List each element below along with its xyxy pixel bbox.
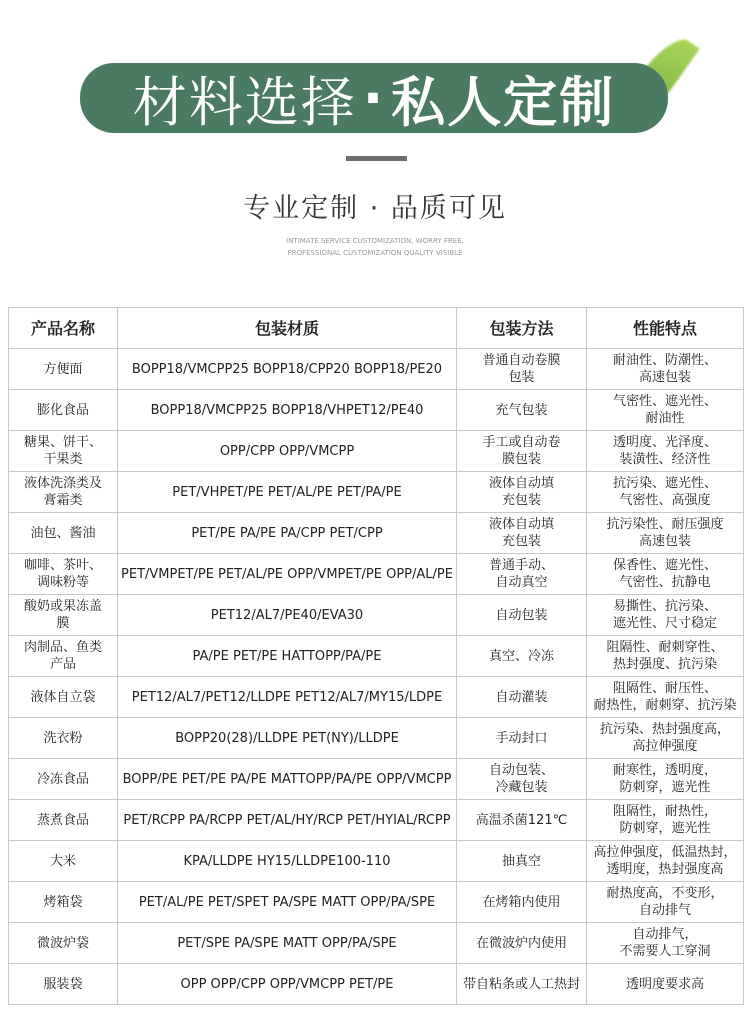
method-cell: 液体自动填 充包装 [457, 513, 587, 554]
materials-table [8, 307, 744, 1005]
divider-bar [346, 156, 407, 161]
table-row [9, 677, 744, 718]
table-row [9, 472, 744, 513]
feature-cell: 自动排气， 不需要人工穿洞 [587, 923, 744, 964]
product-name-cell: 洗衣粉 [9, 718, 118, 759]
material-cell: BOPP/PE PET/PE PA/PE MATTOPP/PA/PE OPP/VMCPP [118, 759, 457, 800]
table-row [9, 431, 744, 472]
method-cell: 带自粘条或人工热封 [457, 964, 587, 1005]
material-cell: OPP/CPP OPP/VMCPP [118, 431, 457, 472]
feature-cell: 透明度要求高 [587, 964, 744, 1005]
feature-cell: 透明度、光泽度、 装潢性、经济性 [587, 431, 744, 472]
feature-cell: 易撕性、抗污染、 遮光性、尺寸稳定 [587, 595, 744, 636]
table-row [9, 759, 744, 800]
table-row [9, 882, 744, 923]
method-cell: 抽真空 [457, 841, 587, 882]
method-cell: 高温杀菌121℃ [457, 800, 587, 841]
table-row [9, 390, 744, 431]
product-name-cell: 咖啡、茶叶、 调味粉等 [9, 554, 118, 595]
feature-cell: 抗污染、遮光性、 气密性、高强度 [587, 472, 744, 513]
material-cell: PET/RCPP PA/RCPP PET/AL/HY/RCP PET/HYIAL/RCPP [118, 800, 457, 841]
feature-cell: 抗污染、热封强度高， 高拉伸强度 [587, 718, 744, 759]
column-header: 包装材质 [118, 308, 457, 349]
table-row [9, 800, 744, 841]
banner-dot: · [362, 66, 386, 130]
column-header: 产品名称 [9, 308, 118, 349]
feature-cell: 耐油性、防潮性、 高速包装 [587, 349, 744, 390]
product-name-cell: 服装袋 [9, 964, 118, 1005]
product-name-cell: 方便面 [9, 349, 118, 390]
product-name-cell: 液体洗涤类及 膏霜类 [9, 472, 118, 513]
feature-cell: 气密性、遮光性、 耐油性 [587, 390, 744, 431]
material-cell: PET/SPE PA/SPE MATT OPP/PA/SPE [118, 923, 457, 964]
table-header-row [9, 308, 744, 349]
material-cell: OPP OPP/CPP OPP/VMCPP PET/PE [118, 964, 457, 1005]
table-row [9, 718, 744, 759]
material-cell: BOPP18/VMCPP25 BOPP18/VHPET12/PE40 [118, 390, 457, 431]
material-cell: PA/PE PET/PE HATTOPP/PA/PE [118, 636, 457, 677]
method-cell: 在微波炉内使用 [457, 923, 587, 964]
table-row [9, 349, 744, 390]
product-name-cell: 微波炉袋 [9, 923, 118, 964]
feature-cell: 阻隔性，耐热性， 防刺穿，遮光性 [587, 800, 744, 841]
method-cell: 普通手动、 自动真空 [457, 554, 587, 595]
table-row [9, 554, 744, 595]
product-name-cell: 大米 [9, 841, 118, 882]
feature-cell: 阻隔性、耐压性、 耐热性，耐刺穿、抗污染 [587, 677, 744, 718]
product-name-cell: 液体自立袋 [9, 677, 118, 718]
table-row [9, 841, 744, 882]
material-cell: BOPP20(28)/LLDPE PET(NY)/LLDPE [118, 718, 457, 759]
table-row [9, 595, 744, 636]
banner-title-part1: 材料选择 [132, 70, 357, 134]
column-header: 性能特点 [587, 308, 744, 349]
column-header: 包装方法 [457, 308, 587, 349]
material-cell: KPA/LLDPE HY15/LLDPE100-110 [118, 841, 457, 882]
feature-cell: 耐热度高，不变形， 自动排气 [587, 882, 744, 923]
product-name-cell: 肉制品、鱼类 产品 [9, 636, 118, 677]
method-cell: 自动包装 [457, 595, 587, 636]
table-row [9, 923, 744, 964]
material-cell: BOPP18/VMCPP25 BOPP18/CPP20 BOPP18/PE20 [118, 349, 457, 390]
method-cell: 液体自动填 充包装 [457, 472, 587, 513]
english-line-1: INTIMATE SERVICE CUSTOMIZATION, WORRY FREE, [286, 237, 464, 245]
product-name-cell: 冷冻食品 [9, 759, 118, 800]
product-name-cell: 蒸煮食品 [9, 800, 118, 841]
product-name-cell: 油包、酱油 [9, 513, 118, 554]
method-cell: 手动封口 [457, 718, 587, 759]
method-cell: 真空、冷冻 [457, 636, 587, 677]
material-cell: PET/VMPET/PE PET/AL/PE OPP/VMPET/PE OPP/AL/PE [118, 554, 457, 595]
method-cell: 手工或自动卷 膜包装 [457, 431, 587, 472]
product-name-cell: 烤箱袋 [9, 882, 118, 923]
material-cell: PET/AL/PE PET/SPET PA/SPE MATT OPP/PA/SPE [118, 882, 457, 923]
material-cell: PET12/AL7/PET12/LLDPE PET12/AL7/MY15/LDPE [118, 677, 457, 718]
method-cell: 普通自动卷膜 包装 [457, 349, 587, 390]
table-row [9, 636, 744, 677]
feature-cell: 保香性、遮光性、 气密性、抗静电 [587, 554, 744, 595]
product-name-cell: 膨化食品 [9, 390, 118, 431]
feature-cell: 耐寒性，透明度， 防刺穿，遮光性 [587, 759, 744, 800]
table-row [9, 964, 744, 1005]
material-cell: PET12/AL7/PE40/EVA30 [118, 595, 457, 636]
table-row [9, 513, 744, 554]
method-cell: 自动灌装 [457, 677, 587, 718]
feature-cell: 高拉伸强度，低温热封， 透明度，热封强度高 [587, 841, 744, 882]
feature-cell: 抗污染性、耐压强度 高速包装 [587, 513, 744, 554]
material-cell: PET/PE PA/PE PA/CPP PET/CPP [118, 513, 457, 554]
feature-cell: 阻隔性、耐刺穿性、 热封强度、抗污染 [587, 636, 744, 677]
method-cell: 充气包装 [457, 390, 587, 431]
product-name-cell: 糖果、饼干、 干果类 [9, 431, 118, 472]
subtitle: 专业定制 · 品质可见 [243, 193, 507, 224]
method-cell: 自动包装、 冷藏包装 [457, 759, 587, 800]
title-banner [80, 63, 668, 133]
banner-title-part2: 私人定制 [391, 70, 616, 134]
method-cell: 在烤箱内使用 [457, 882, 587, 923]
material-cell: PET/VHPET/PE PET/AL/PE PET/PA/PE [118, 472, 457, 513]
english-line-2: PROFESSIONAL CUSTOMIZATION QUALITY VISIBLE [287, 249, 463, 257]
product-name-cell: 酸奶或果冻盖 膜 [9, 595, 118, 636]
